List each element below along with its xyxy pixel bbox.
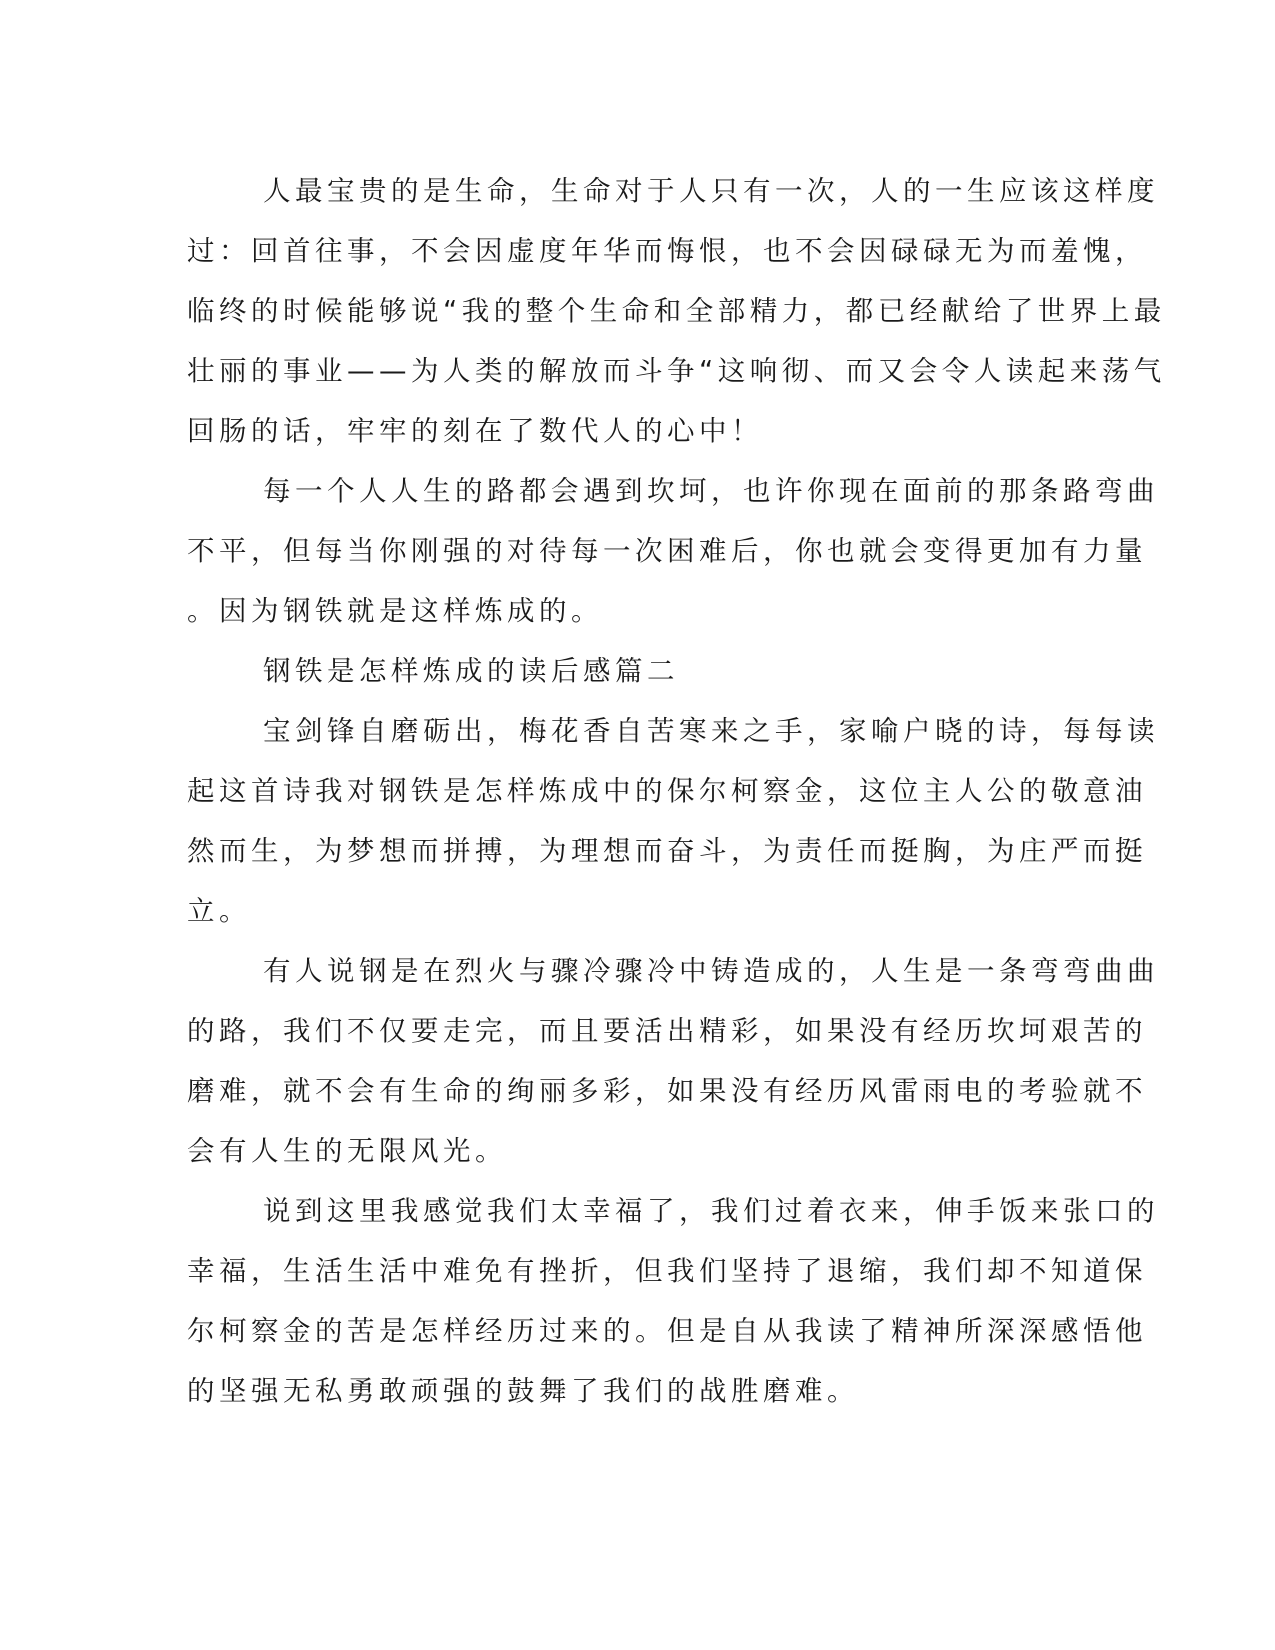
text-line: 然而生，为梦想而拼搏，为理想而奋斗，为责任而挺胸，为庄严而挺 [187, 835, 1147, 867]
text-line: 的路，我们不仅要走完，而且要活出精彩，如果没有经历坎坷艰苦的 [187, 1015, 1147, 1047]
text-line: 的坚强无私勇敢顽强的鼓舞了我们的战胜磨难。 [187, 1375, 859, 1407]
text-line: 幸福，生活生活中难免有挫折，但我们坚持了退缩，我们却不知道保 [187, 1255, 1147, 1287]
text-line: 会有人生的无限风光。 [187, 1135, 507, 1167]
heading-line: 钢铁是怎样炼成的读后感篇二 [263, 655, 679, 687]
text-line: 回肠的话，牢牢的刻在了数代人的心中！ [187, 415, 763, 447]
text-line: 人最宝贵的是生命，生命对于人只有一次，人的一生应该这样度 [263, 175, 1159, 207]
paragraph-5 [187, 1181, 1159, 1421]
paragraph-4 [187, 941, 1159, 1181]
text-line: 临终的时候能够说“我的整个生命和全部精力，都已经献给了世界上最 [187, 295, 1166, 327]
text-line: 立。 [187, 895, 251, 927]
paragraph-2 [187, 461, 1159, 641]
document-body [187, 161, 1166, 1421]
paragraph-1 [187, 161, 1166, 461]
text-line: 过：回首往事，不会因虚度年华而悔恨，也不会因碌碌无为而羞愧， [187, 235, 1147, 267]
text-line: 宝剑锋自磨砺出，梅花香自苦寒来之手，家喻户晓的诗，每每读 [263, 715, 1159, 747]
text-line: 。因为钢铁就是这样炼成的。 [187, 595, 603, 627]
text-line: 有人说钢是在烈火与骤冷骤冷中铸造成的，人生是一条弯弯曲曲 [263, 955, 1159, 987]
text-line: 说到这里我感觉我们太幸福了，我们过着衣来，伸手饭来张口的 [263, 1195, 1159, 1227]
section-heading [187, 641, 1077, 701]
text-line: 不平，但每当你刚强的对待每一次困难后，你也就会变得更加有力量 [187, 535, 1147, 567]
paragraph-3 [187, 701, 1159, 941]
text-line: 壮丽的事业——为人类的解放而斗争“这响彻、而又会令人读起来荡气 [187, 355, 1166, 387]
text-line: 尔柯察金的苦是怎样经历过来的。但是自从我读了精神所深深感悟他 [187, 1315, 1147, 1347]
text-line: 每一个人人生的路都会遇到坎坷，也许你现在面前的那条路弯曲 [263, 475, 1159, 507]
text-line: 起这首诗我对钢铁是怎样炼成中的保尔柯察金，这位主人公的敬意油 [187, 775, 1147, 807]
text-line: 磨难，就不会有生命的绚丽多彩，如果没有经历风雷雨电的考验就不 [187, 1075, 1147, 1107]
